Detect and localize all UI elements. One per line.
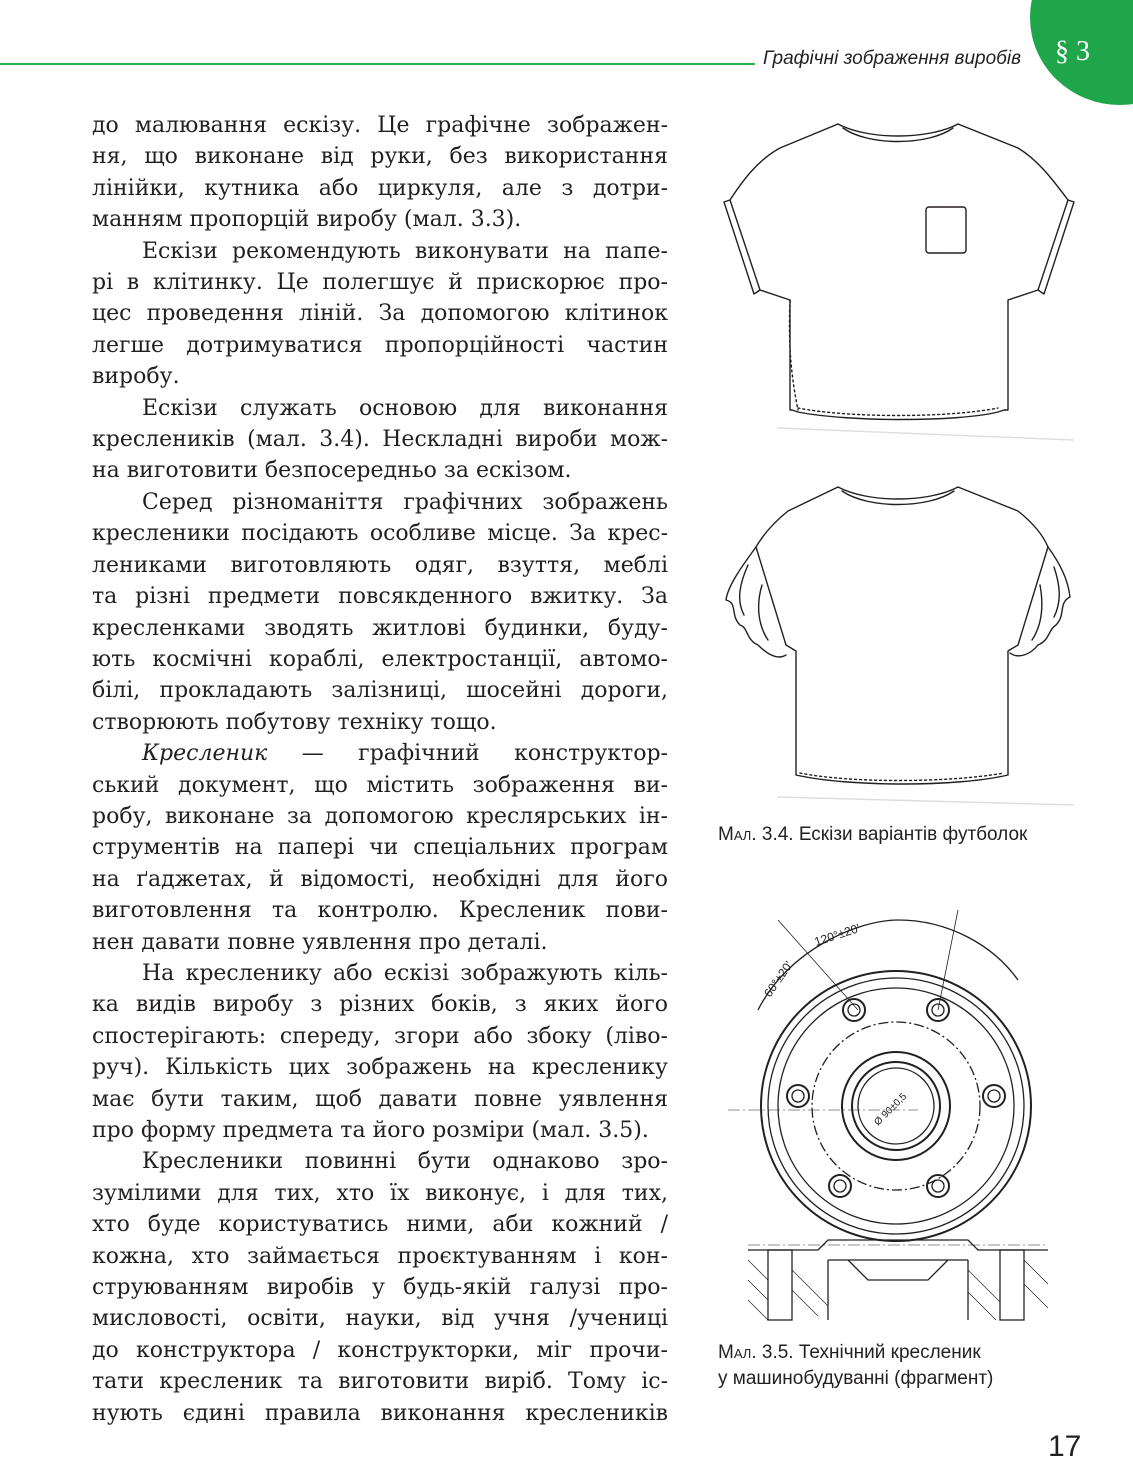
caption-line-2: у машинобудуванні (фрагмент) <box>718 1368 994 1389</box>
text-line: виробу. <box>92 364 180 390</box>
text-line: кресленики посідають особливе місце. За крес- <box>92 521 668 547</box>
text-line: зумілими для тих, хто їх виконує, і для тих, <box>92 1180 668 1206</box>
text-line: хто буде користуватись ними, аби кожний / <box>92 1212 668 1238</box>
text-line: рі в клітинку. Це полегшує й прискорює про- <box>92 270 668 296</box>
text-line: про форму предмета та його розміри (мал. 3.5). <box>92 1118 649 1143</box>
figure-3-4-caption <box>718 822 1027 848</box>
text-line: кресленками зводять житлові будинки, буду- <box>92 615 668 641</box>
text-line: На кресленику або ескізі зображують кіль- <box>142 960 668 986</box>
text-line: струюванням виробів у будь-якій галузі про- <box>92 1275 668 1301</box>
caption-text: 3.4. Ескізи варіантів футболок <box>756 824 1028 845</box>
text-line: цес проведення ліній. За допомогою клітинок <box>92 301 668 327</box>
text-line: нують єдині правила виконання креслеників <box>92 1400 668 1426</box>
caption-text: 3.5. Технічний кресленик <box>756 1342 981 1363</box>
caption-prefix: Мал. <box>718 1342 757 1363</box>
text-line: Ескізи служать основою для виконання <box>142 395 668 421</box>
text-line: спостерігають: спереду, згори або збоку (ліво- <box>92 1023 668 1049</box>
text-line: на виготовити безпосередньо за ескізом. <box>92 458 572 484</box>
text-line: руч). Кількість цих зображень на кресленику <box>92 1055 668 1081</box>
header-rule <box>0 63 755 65</box>
text-line: кожна, хто займається проєктуванням і кон- <box>92 1243 668 1269</box>
text-line: до конструктора / конструкторки, міг прочи- <box>92 1337 668 1363</box>
text-line: струментів на папері чи спеціальних програм <box>92 835 668 861</box>
caption-prefix: Мал. <box>718 824 757 845</box>
text-line: на ґаджетах, й відомості, необхідні для його <box>92 866 668 892</box>
text-line: Кресленики повинні бути однаково зро- <box>142 1149 668 1175</box>
figure-3-5-caption <box>718 1340 993 1392</box>
text-line: білі, прокладають залізниці, шосейні дороги, <box>92 678 668 704</box>
text-line: тати кресленик та виготовити виріб. Тому іс- <box>92 1369 668 1395</box>
page-number: 17 <box>1048 1430 1082 1463</box>
text-line: манням пропорцій виробу (мал. 3.3). <box>92 207 522 233</box>
text-line: Серед різноманіття графічних зображень <box>142 489 668 515</box>
text-line: створюють побутову техніку тощо. <box>92 709 497 735</box>
text-line: ка видів виробу з різних боків, з яких його <box>92 992 668 1018</box>
tshirt-sketch-pocket <box>724 124 1074 440</box>
figure-3-5-technical-drawing <box>718 900 1078 1330</box>
diameter-label: Ø 90±0,5 <box>872 1091 910 1129</box>
text-line: лениками виготовляють одяг, взуття, меблі <box>92 552 668 578</box>
text-line: креслеників (мал. 3.4). Нескладні вироби мож- <box>92 427 668 453</box>
text-line: має бути таким, щоб давати повне уявлення <box>92 1086 668 1112</box>
text-line: до малювання ескізу. Це графічне зображен- <box>92 113 668 138</box>
text-line <box>92 738 668 769</box>
text-line: ський документ, що містить зображення ви- <box>92 772 668 798</box>
running-header-title: Графічні зображення виробів <box>763 48 1021 69</box>
text-line: робу, виконане за допомогою креслярських ін- <box>92 803 668 829</box>
text-line: Ескізи рекомендують виконувати на папе- <box>142 238 668 264</box>
figure-3-4-tshirt-sketches <box>718 110 1078 810</box>
text-line: ють космічні кораблі, електростанції, автомо- <box>92 646 668 672</box>
text-line: мисловості, освіти, науки, від учня /учениці <box>92 1306 668 1332</box>
text-line: та різні предмети повсякденного вжитку. За <box>92 584 668 610</box>
text-line: виготовлення та контролю. Кресленик пови- <box>92 898 668 924</box>
body-text <box>92 110 668 1429</box>
term-emphasis: Кресленик <box>142 741 268 767</box>
caption-line-1 <box>718 1340 993 1366</box>
angle-label-top: 120°±20' <box>812 921 862 949</box>
section-view <box>748 1240 1048 1320</box>
angle-label-left: 60°±20' <box>760 958 796 1000</box>
text-line: нен давати повне уявлення про деталі. <box>92 929 548 955</box>
text-line: легше дотримуватися пропорційності частин <box>92 332 668 358</box>
tshirt-sketch-ruffle-sleeves <box>726 487 1073 805</box>
text-line-rest: — графічний конструктор- <box>301 741 668 767</box>
text-line: ня, що виконане від руки, без використання <box>92 144 668 170</box>
text-line: лінійки, кутника або циркуля, але з дотри- <box>92 175 668 201</box>
section-number: § 3 <box>1055 36 1090 67</box>
